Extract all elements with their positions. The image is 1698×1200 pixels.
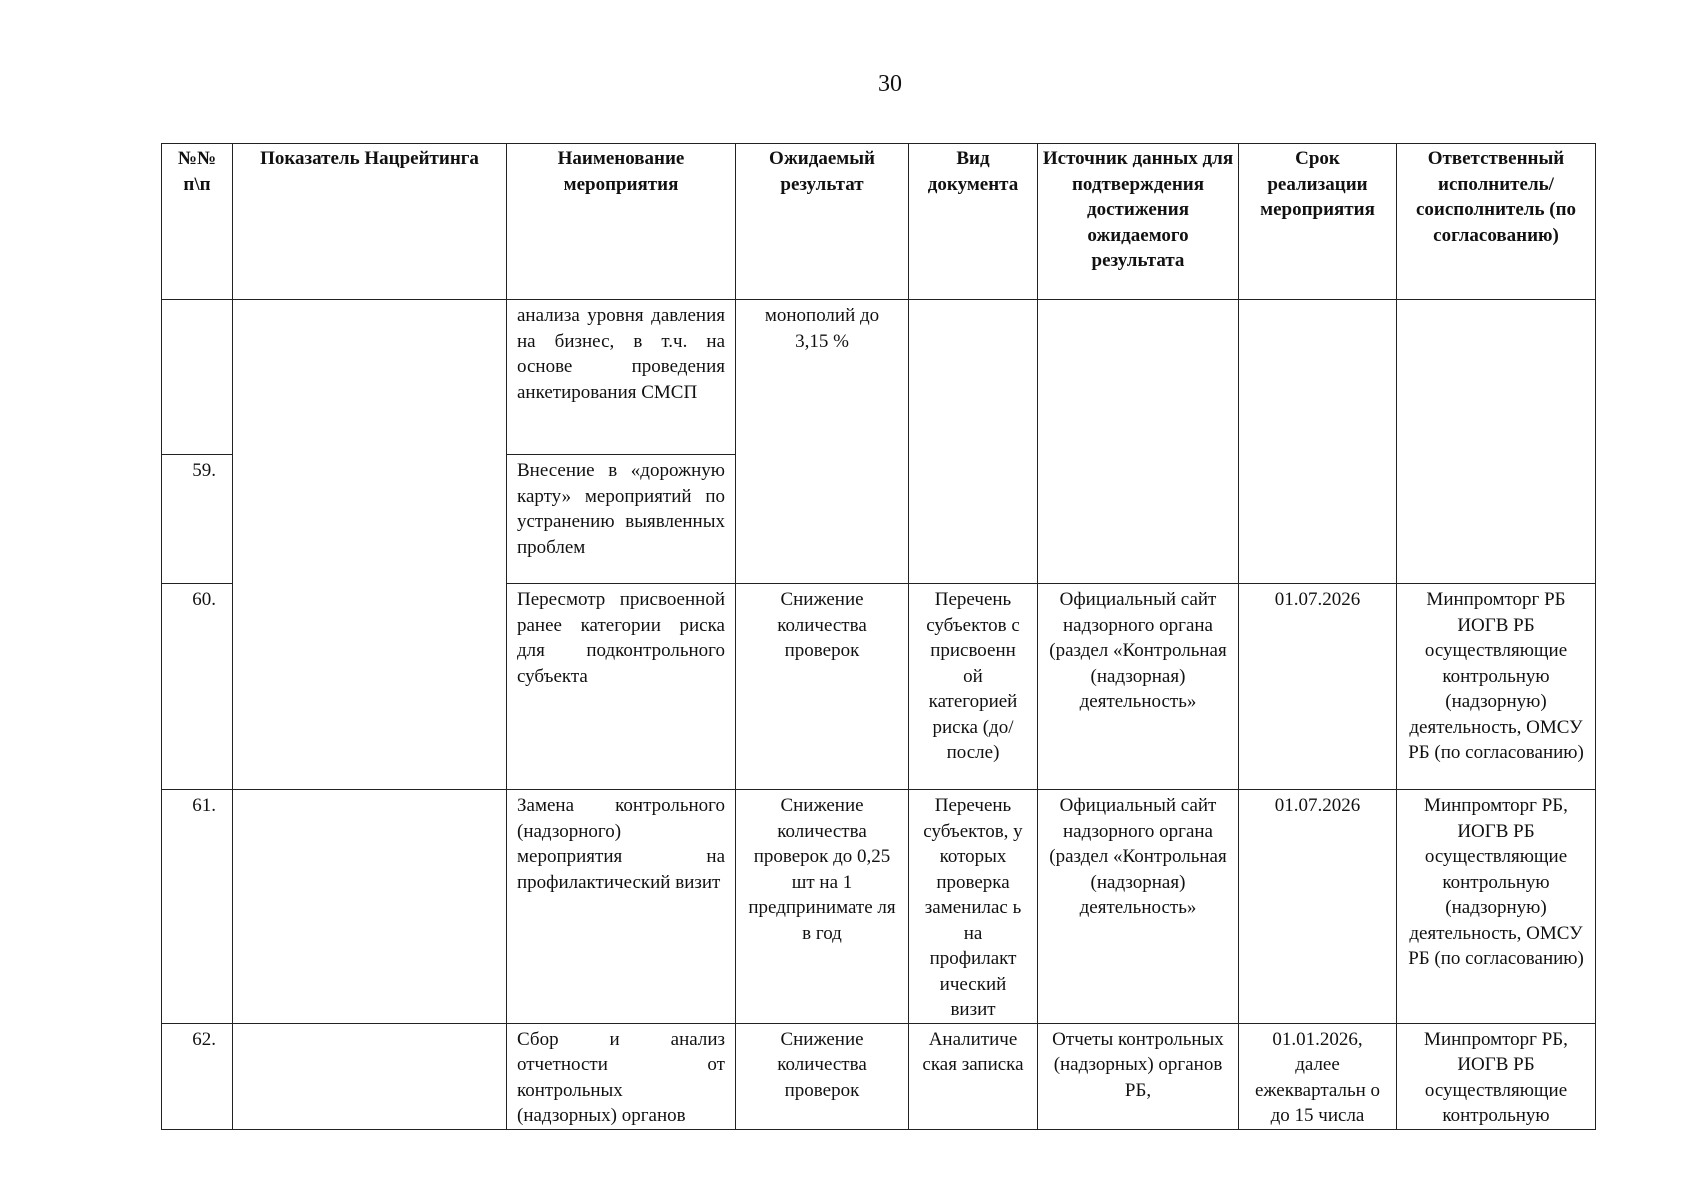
cell-num: 59. [162,455,233,584]
cell-result: монополий до 3,15 % [736,300,909,584]
cell-doc: Перечень субъектов с присвоенн ой категорией риска (до/после) [909,584,1038,790]
cell-measure: Замена контрольного (надзорного) мероприятия на профилактический визит [507,790,736,1024]
cell-num: 61. [162,790,233,1024]
cell-indicator [233,790,507,1024]
cell-source: Официальный сайт надзорного органа (раздел «Контрольная (надзорная) деятельность» [1038,584,1239,790]
cell-responsible: Минпромторг РБ ИОГВ РБ осуществляющие контрольную (надзорную) деятельность, ОМСУ РБ (по согласованию) [1397,584,1596,790]
cell-source [1038,300,1239,584]
page-number: 30 [878,71,902,97]
cell-measure: Внесение в «дорожную карту» мероприятий по устранению выявленных проблем [507,455,736,584]
cell-indicator [233,1023,507,1129]
header-doc: Вид документа [909,144,1038,300]
cell-responsible: Минпромторг РБ, ИОГВ РБ осуществляющие контрольную [1397,1023,1596,1129]
table-row [162,1023,1596,1129]
table-row [162,790,1596,1024]
header-measure: Наименование мероприятия [507,144,736,300]
cell-num: 60. [162,584,233,790]
table-header-row [162,144,1596,300]
cell-measure: Сбор и анализ отчетности от контрольных (надзорных) органов [507,1023,736,1129]
header-num: №№ п\п [162,144,233,300]
cell-source: Отчеты контрольных (надзорных) органов РБ, [1038,1023,1239,1129]
cell-deadline [1239,300,1397,584]
cell-num [162,300,233,455]
cell-deadline: 01.07.2026 [1239,790,1397,1024]
cell-responsible: Минпромторг РБ, ИОГВ РБ осуществляющие контрольную (надзорную) деятельность, ОМСУ РБ (по согласованию) [1397,790,1596,1024]
cell-indicator [233,300,507,790]
measures-table [161,143,1596,1130]
cell-responsible [1397,300,1596,584]
cell-result: Снижение количества проверок [736,584,909,790]
cell-doc: Аналитиче ская записка [909,1023,1038,1129]
header-deadline: Срок реализации мероприятия [1239,144,1397,300]
cell-measure: Пересмотр присвоенной ранее категории риска для подконтрольного субъекта [507,584,736,790]
header-source: Источник данных для подтверждения достижения ожидаемого результата [1038,144,1239,300]
cell-doc [909,300,1038,584]
table-row [162,300,1596,455]
header-responsible: Ответственный исполнитель/ соисполнитель (по согласованию) [1397,144,1596,300]
cell-deadline: 01.07.2026 [1239,584,1397,790]
cell-result: Снижение количества проверок [736,1023,909,1129]
cell-deadline: 01.01.2026, далее ежеквартальн о до 15 числа [1239,1023,1397,1129]
header-result: Ожидаемый результат [736,144,909,300]
cell-source: Официальный сайт надзорного органа (раздел «Контрольная (надзорная) деятельность» [1038,790,1239,1024]
cell-num: 62. [162,1023,233,1129]
header-indicator: Показатель Нацрейтинга [233,144,507,300]
cell-measure: анализа уровня давления на бизнес, в т.ч. на основе проведения анкетирования СМСП [507,300,736,455]
cell-result: Снижение количества проверок до 0,25 шт на 1 предпринимате ля в год [736,790,909,1024]
cell-doc: Перечень субъектов, у которых проверка заменилас ь на профилакт ический визит [909,790,1038,1024]
